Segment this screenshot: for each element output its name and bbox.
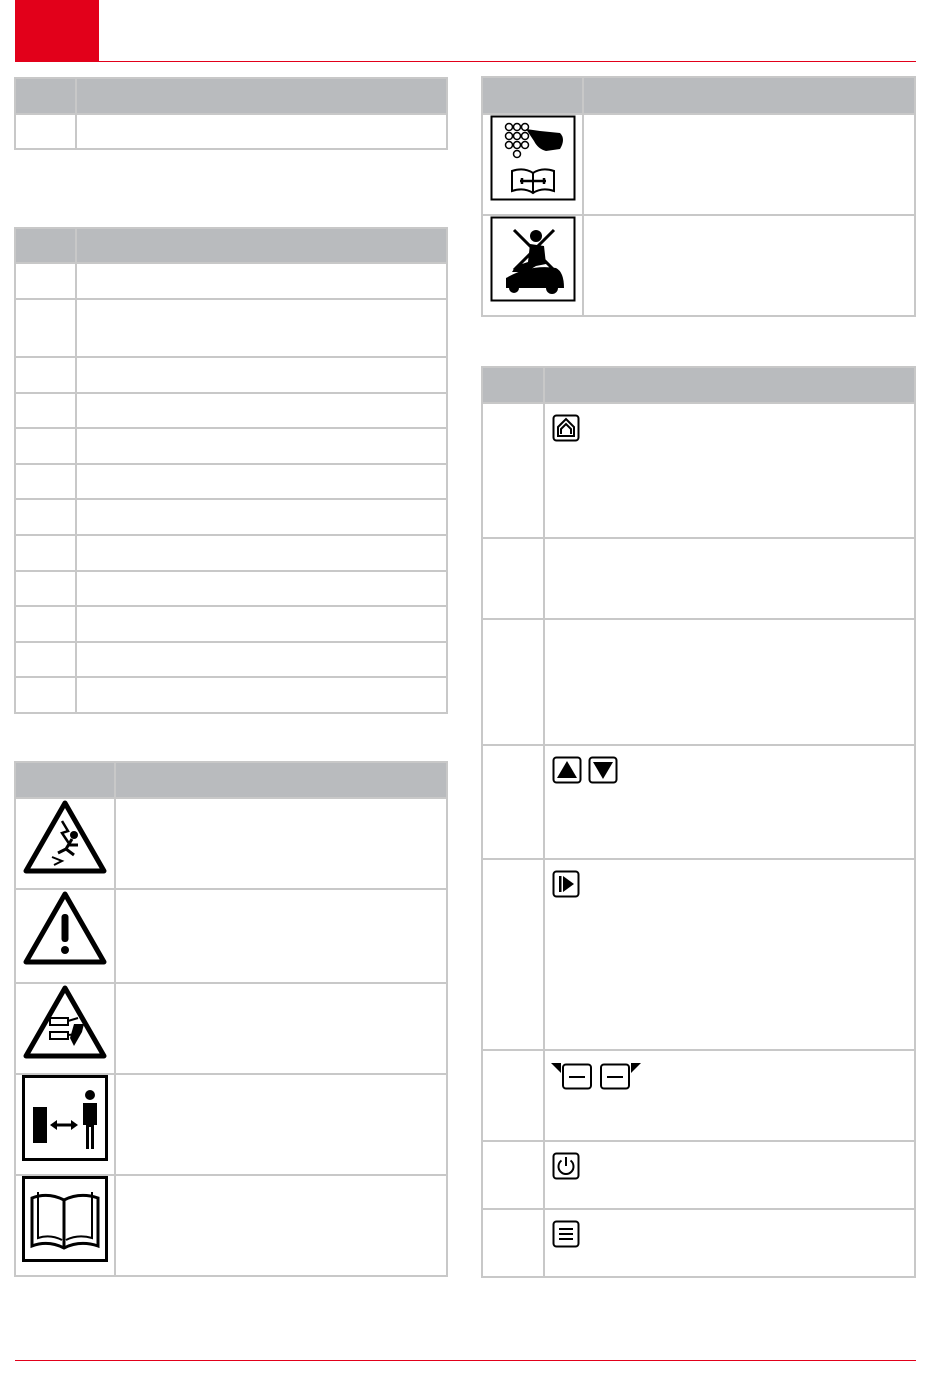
table-header-row — [15, 228, 447, 263]
header-cell — [15, 78, 76, 114]
blade-cut-hazard-icon — [22, 984, 108, 1062]
symbol-cell — [15, 1175, 115, 1276]
table-row — [15, 263, 447, 299]
table-cell — [482, 859, 544, 1050]
table-cell — [15, 571, 76, 606]
table-row — [482, 403, 915, 538]
table-row — [15, 642, 447, 677]
table-cell — [544, 745, 915, 859]
table-cell — [15, 464, 76, 499]
table-row — [15, 1074, 447, 1175]
table-cell — [482, 538, 544, 619]
table-cell — [15, 677, 76, 713]
menu-key-icon — [552, 1220, 580, 1248]
symbol-cell — [482, 215, 583, 316]
table-cell — [15, 428, 76, 464]
table-cell — [76, 263, 447, 299]
table-cell — [15, 535, 76, 571]
table-cell — [115, 1074, 447, 1175]
header-cell — [15, 228, 76, 263]
table-row — [15, 798, 447, 889]
table-cell — [115, 983, 447, 1074]
table-cell — [544, 859, 915, 1050]
table-cell — [115, 1175, 447, 1276]
table-cell — [76, 642, 447, 677]
table-cell — [15, 606, 76, 642]
table-cell — [15, 393, 76, 428]
arrow-down-key-icon — [588, 756, 618, 784]
table-c-safety-symbols — [14, 761, 448, 1277]
table-b — [14, 227, 448, 714]
table-row — [482, 859, 915, 1050]
power-key-icon — [552, 1152, 580, 1180]
table-row — [15, 677, 447, 713]
table-cell — [76, 299, 447, 357]
table-cell — [15, 299, 76, 357]
general-warning-icon — [22, 890, 108, 968]
table-row — [15, 393, 447, 428]
table-row — [482, 1209, 915, 1277]
table-row — [15, 114, 447, 149]
table-row — [15, 357, 447, 393]
table-cell — [544, 403, 915, 538]
table-cell — [76, 571, 447, 606]
table-cell — [544, 1141, 915, 1209]
table-cell — [544, 1209, 915, 1277]
table-cell — [544, 538, 915, 619]
symbol-cell — [482, 114, 583, 215]
no-riding-on-mower-icon — [490, 216, 576, 302]
left-softkey-icon — [551, 1061, 593, 1091]
header-cell — [583, 77, 915, 114]
table-cell — [76, 499, 447, 535]
table-a — [14, 77, 448, 150]
header-cell — [482, 367, 544, 403]
table-row — [482, 215, 915, 316]
table-cell — [482, 619, 544, 745]
table-row — [15, 571, 447, 606]
table-e-control-keys — [481, 366, 916, 1278]
header-cell — [115, 762, 447, 798]
table-row — [482, 745, 915, 859]
table-cell — [76, 606, 447, 642]
header-cell — [76, 228, 447, 263]
table-cell — [583, 215, 915, 316]
safe-distance-icon — [22, 1075, 108, 1161]
table-row — [15, 428, 447, 464]
table-row — [482, 114, 915, 215]
arrow-up-key-icon — [552, 756, 582, 784]
table-cell — [544, 1050, 915, 1141]
table-cell — [482, 1050, 544, 1141]
header-cell — [482, 77, 583, 114]
table-header-row — [482, 367, 915, 403]
table-cell — [76, 464, 447, 499]
pin-code-manual-icon — [490, 115, 576, 201]
table-cell — [115, 889, 447, 983]
read-manual-icon — [22, 1176, 108, 1262]
symbol-cell — [15, 983, 115, 1074]
table-row — [15, 889, 447, 983]
table-row — [15, 299, 447, 357]
header-cell — [15, 762, 115, 798]
table-cell — [76, 428, 447, 464]
table-header-row — [482, 77, 915, 114]
table-cell — [482, 745, 544, 859]
table-row — [15, 606, 447, 642]
table-cell — [544, 619, 915, 745]
table-cell — [15, 499, 76, 535]
table-cell — [482, 1209, 544, 1277]
table-cell — [76, 114, 447, 149]
electric-shock-warning-icon — [22, 799, 108, 877]
table-row — [15, 983, 447, 1074]
table-cell — [15, 642, 76, 677]
start-key-icon — [552, 870, 580, 898]
table-header-row — [15, 762, 447, 798]
table-cell — [482, 1141, 544, 1209]
table-row — [15, 499, 447, 535]
table-row — [482, 1050, 915, 1141]
table-row — [482, 1141, 915, 1209]
footer-rule — [15, 1360, 916, 1361]
symbol-cell — [15, 798, 115, 889]
table-cell — [15, 263, 76, 299]
table-cell — [76, 357, 447, 393]
table-cell — [76, 677, 447, 713]
table-cell — [76, 535, 447, 571]
table-cell — [482, 403, 544, 538]
table-row — [15, 464, 447, 499]
symbol-cell — [15, 1074, 115, 1175]
table-cell — [115, 798, 447, 889]
header-cell — [76, 78, 447, 114]
table-cell — [15, 114, 76, 149]
header-cell — [544, 367, 915, 403]
table-cell — [76, 393, 447, 428]
home-key-icon — [552, 414, 580, 442]
table-row — [15, 1175, 447, 1276]
table-d-label-symbols — [481, 76, 916, 317]
table-cell — [583, 114, 915, 215]
table-row — [15, 535, 447, 571]
symbol-cell — [15, 889, 115, 983]
header-color-tab — [15, 0, 99, 62]
table-row — [482, 538, 915, 619]
right-softkey-icon — [599, 1061, 641, 1091]
header-rule — [15, 61, 916, 62]
table-header-row — [15, 78, 447, 114]
table-row — [482, 619, 915, 745]
table-cell — [15, 357, 76, 393]
